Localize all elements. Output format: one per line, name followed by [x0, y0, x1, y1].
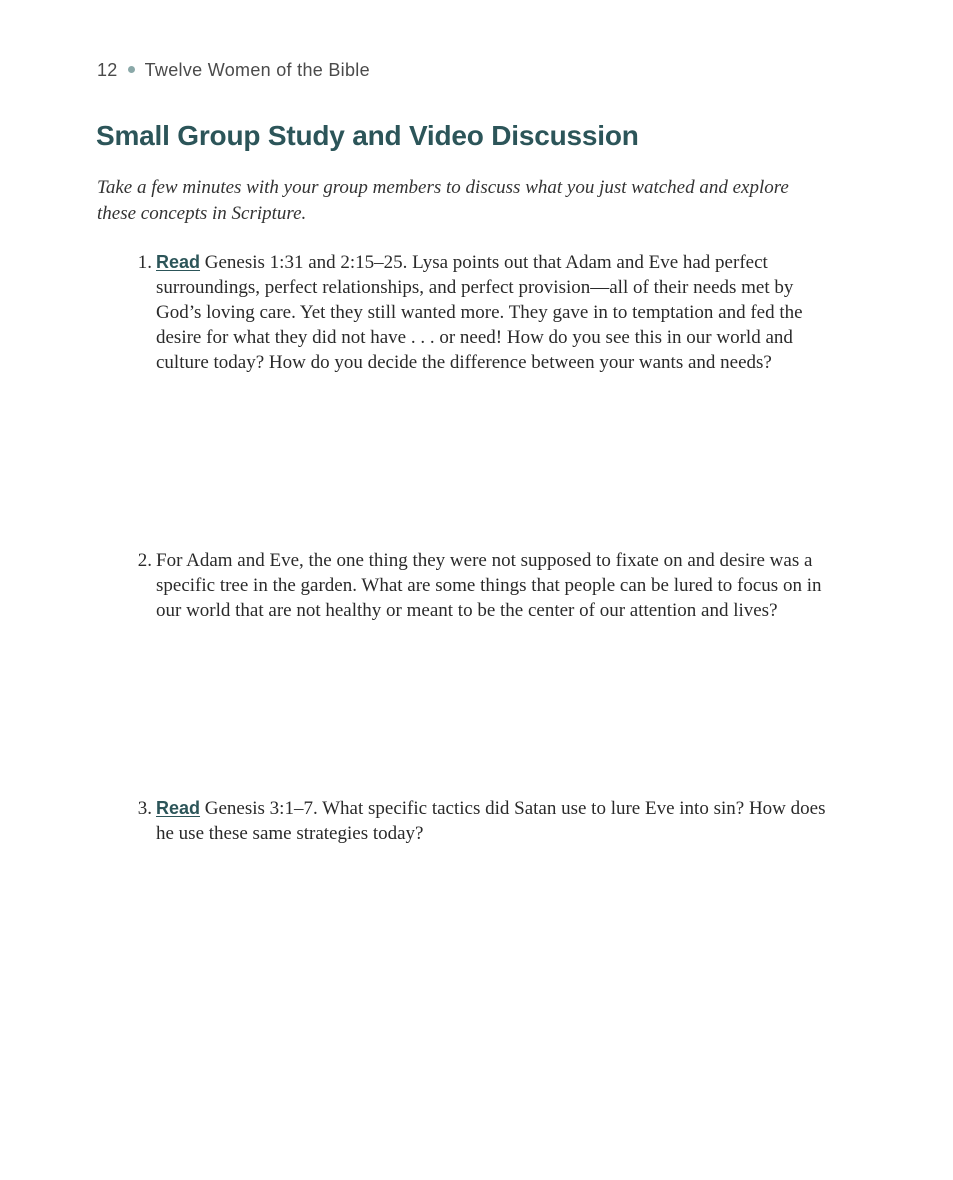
bullet-separator-icon: [128, 66, 135, 73]
question-number: 2.: [137, 550, 152, 571]
page-number: 12: [97, 60, 118, 80]
running-head: [97, 60, 370, 81]
section-intro: Take a few minutes with your group members to discuss what you just watched and explore these concepts in Scripture.: [97, 177, 789, 224]
question-body: [156, 250, 830, 375]
question-number: 3.: [137, 798, 152, 819]
book-title: Twelve Women of the Bible: [144, 60, 370, 80]
question-1: [130, 250, 830, 375]
read-scripture-link[interactable]: Read: [156, 798, 201, 818]
question-body: [156, 796, 830, 846]
question-body: [156, 548, 830, 623]
question-3: [130, 796, 830, 846]
read-scripture-link[interactable]: Read: [156, 252, 201, 272]
question-number: 1.: [137, 252, 152, 273]
question-text: For Adam and Eve, the one thing they were not supposed to fixate on and desire was a specific tree in the garden. What are some things that people can be lured to focus on in our world that are not healthy or meant to be the center of our attention and lives?: [156, 550, 822, 621]
question-2: [130, 548, 830, 623]
section-title: Small Group Study and Video Discussion: [96, 120, 639, 151]
question-text: Genesis 3:1–7. What specific tactics did Satan use to lure Eve into sin? How does he use these same strategies today?: [156, 798, 826, 844]
question-text: Genesis 1:31 and 2:15–25. Lysa points out that Adam and Eve had perfect surroundings, perfect relationships, and perfect provision—all of their needs met by God’s loving care. Yet they still wanted more. They gave in to temptation and fed the desire for what they did not have . . . or need! How do you see this in our world and culture today? How do you decide the difference between your wants and needs?: [156, 252, 803, 373]
